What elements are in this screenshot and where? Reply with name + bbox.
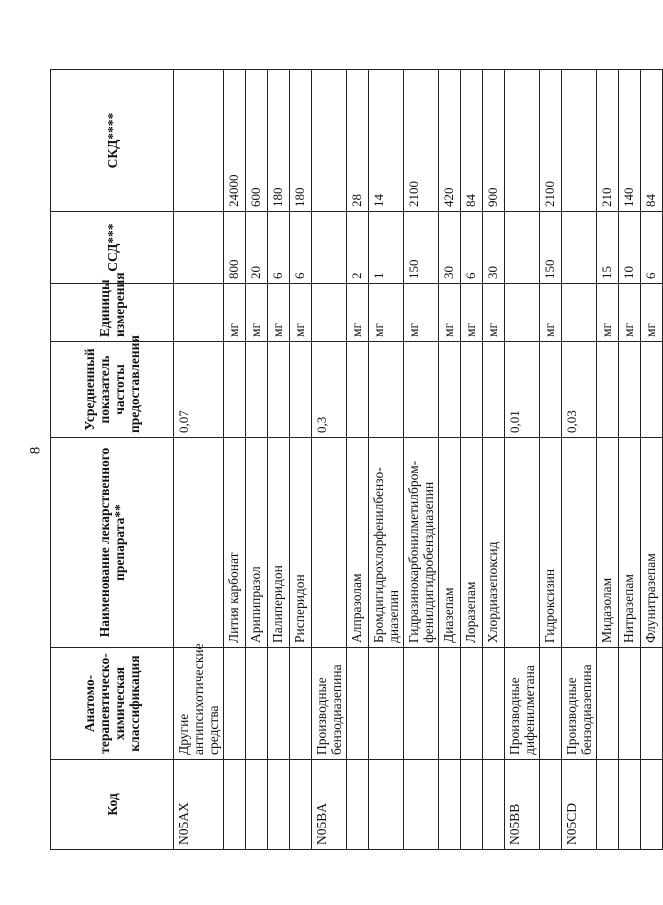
cell-drug: Алпразолам — [347, 438, 369, 648]
header-code: Код — [51, 760, 174, 850]
cell-code — [439, 760, 461, 850]
table-row — [312, 70, 347, 850]
cell-code — [461, 760, 483, 850]
cell-code — [268, 760, 290, 850]
cell-unit — [174, 284, 224, 342]
cell-skd: 84 — [641, 70, 663, 212]
cell-skd: 420 — [439, 70, 461, 212]
cell-skd: 180 — [290, 70, 312, 212]
cell-atc: Производные дифенилметана — [505, 648, 540, 760]
cell-drug: Хлордиазепоксид — [483, 438, 505, 648]
cell-skd — [174, 70, 224, 212]
cell-freq — [268, 342, 290, 438]
cell-atc — [404, 648, 439, 760]
cell-skd: 14 — [369, 70, 404, 212]
table-row — [224, 70, 246, 850]
cell-ssd: 15 — [597, 212, 619, 284]
cell-drug: Флунитразепам — [641, 438, 663, 648]
cell-code — [619, 760, 641, 850]
cell-freq: 0,3 — [312, 342, 347, 438]
cell-skd: 600 — [246, 70, 268, 212]
cell-unit: мг — [540, 284, 562, 342]
cell-drug: Нитразепам — [619, 438, 641, 648]
cell-code — [246, 760, 268, 850]
cell-ssd: 6 — [290, 212, 312, 284]
cell-freq — [246, 342, 268, 438]
cell-freq — [439, 342, 461, 438]
cell-code — [597, 760, 619, 850]
cell-atc: Другие антипсихотические средства — [174, 648, 224, 760]
cell-ssd — [505, 212, 540, 284]
table-row — [404, 70, 439, 850]
cell-drug — [312, 438, 347, 648]
cell-freq — [483, 342, 505, 438]
cell-ssd: 20 — [246, 212, 268, 284]
header-row — [51, 70, 174, 850]
header-atc: Анатомо-терапевтическо-химическая классификация — [51, 648, 174, 760]
cell-freq: 0,01 — [505, 342, 540, 438]
cell-code: N05BA — [312, 760, 347, 850]
cell-unit: мг — [246, 284, 268, 342]
cell-ssd: 2 — [347, 212, 369, 284]
cell-freq — [619, 342, 641, 438]
cell-atc — [290, 648, 312, 760]
table-row — [174, 70, 224, 850]
table-row — [505, 70, 540, 850]
cell-code: N05CD — [562, 760, 597, 850]
table-row — [439, 70, 461, 850]
cell-unit: мг — [347, 284, 369, 342]
cell-atc — [540, 648, 562, 760]
cell-code — [540, 760, 562, 850]
cell-ssd: 6 — [268, 212, 290, 284]
cell-atc — [369, 648, 404, 760]
cell-freq — [369, 342, 404, 438]
cell-drug: Арипипразол — [246, 438, 268, 648]
cell-skd — [562, 70, 597, 212]
cell-ssd: 6 — [641, 212, 663, 284]
header-skd: СКД**** — [51, 70, 174, 212]
table-row — [597, 70, 619, 850]
table-row — [369, 70, 404, 850]
header-unit: Единицы измерения — [51, 284, 174, 342]
cell-drug: Бромдигидрохлорфенилбензо-диазепин — [369, 438, 404, 648]
cell-ssd — [312, 212, 347, 284]
cell-freq — [461, 342, 483, 438]
cell-freq — [347, 342, 369, 438]
cell-drug — [174, 438, 224, 648]
cell-atc — [641, 648, 663, 760]
cell-atc — [483, 648, 505, 760]
cell-atc — [597, 648, 619, 760]
cell-drug — [505, 438, 540, 648]
cell-freq — [290, 342, 312, 438]
cell-freq — [540, 342, 562, 438]
cell-drug: Диазепам — [439, 438, 461, 648]
cell-atc — [268, 648, 290, 760]
cell-skd: 84 — [461, 70, 483, 212]
cell-unit: мг — [268, 284, 290, 342]
cell-code — [347, 760, 369, 850]
cell-unit: мг — [641, 284, 663, 342]
cell-unit: мг — [404, 284, 439, 342]
table-row — [483, 70, 505, 850]
cell-atc — [246, 648, 268, 760]
cell-skd: 24000 — [224, 70, 246, 212]
cell-code — [483, 760, 505, 850]
cell-drug: Гидроксизин — [540, 438, 562, 648]
cell-ssd: 30 — [483, 212, 505, 284]
cell-unit: мг — [369, 284, 404, 342]
cell-drug: Рисперидон — [290, 438, 312, 648]
cell-skd: 140 — [619, 70, 641, 212]
cell-unit: мг — [597, 284, 619, 342]
cell-code — [404, 760, 439, 850]
table-row — [619, 70, 641, 850]
cell-skd: 900 — [483, 70, 505, 212]
cell-ssd: 6 — [461, 212, 483, 284]
cell-freq — [641, 342, 663, 438]
cell-code: N05BB — [505, 760, 540, 850]
cell-drug: Лития карбонат — [224, 438, 246, 648]
cell-atc — [347, 648, 369, 760]
cell-code — [290, 760, 312, 850]
cell-skd: 28 — [347, 70, 369, 212]
cell-unit — [562, 284, 597, 342]
cell-drug: Лоразепам — [461, 438, 483, 648]
cell-atc: Производные бензодиазепина — [312, 648, 347, 760]
cell-skd: 2100 — [404, 70, 439, 212]
cell-code — [224, 760, 246, 850]
cell-skd: 180 — [268, 70, 290, 212]
cell-freq: 0,07 — [174, 342, 224, 438]
header-drug: Наименование лекарственного препарата** — [51, 438, 174, 648]
cell-drug: Палиперидон — [268, 438, 290, 648]
cell-atc — [619, 648, 641, 760]
cell-skd — [312, 70, 347, 212]
header-frequency: Усредненный показатель частоты предоставления — [51, 342, 174, 438]
cell-freq — [404, 342, 439, 438]
cell-drug: Мидазолам — [597, 438, 619, 648]
cell-skd: 210 — [597, 70, 619, 212]
cell-unit: мг — [461, 284, 483, 342]
cell-code: N05AX — [174, 760, 224, 850]
cell-unit: мг — [439, 284, 461, 342]
cell-freq — [597, 342, 619, 438]
cell-ssd: 800 — [224, 212, 246, 284]
cell-skd — [505, 70, 540, 212]
cell-skd: 2100 — [540, 70, 562, 212]
cell-ssd: 10 — [619, 212, 641, 284]
cell-ssd — [174, 212, 224, 284]
cell-ssd — [562, 212, 597, 284]
table-row — [347, 70, 369, 850]
cell-ssd: 1 — [369, 212, 404, 284]
cell-ssd: 150 — [404, 212, 439, 284]
table-row — [461, 70, 483, 850]
cell-drug: Гидразинокарбонилметилбром-фенилдигидробенздиазепин — [404, 438, 439, 648]
cell-unit: мг — [619, 284, 641, 342]
page-number: 8 — [27, 446, 44, 455]
drug-table — [50, 69, 663, 850]
cell-drug — [562, 438, 597, 648]
cell-unit: мг — [290, 284, 312, 342]
cell-atc — [439, 648, 461, 760]
header-ssd: ССД*** — [51, 212, 174, 284]
cell-atc — [461, 648, 483, 760]
cell-unit: мг — [483, 284, 505, 342]
cell-atc — [224, 648, 246, 760]
cell-ssd: 30 — [439, 212, 461, 284]
cell-ssd: 150 — [540, 212, 562, 284]
cell-unit: мг — [224, 284, 246, 342]
table-row — [268, 70, 290, 850]
cell-atc: Производные бензодиазепина — [562, 648, 597, 760]
cell-freq: 0,03 — [562, 342, 597, 438]
table-row — [562, 70, 597, 850]
cell-freq — [224, 342, 246, 438]
cell-unit — [312, 284, 347, 342]
cell-unit — [505, 284, 540, 342]
table-row — [290, 70, 312, 850]
cell-code — [641, 760, 663, 850]
rotated-table-container — [50, 70, 658, 850]
table-row — [246, 70, 268, 850]
table-row — [540, 70, 562, 850]
cell-code — [369, 760, 404, 850]
table-row — [641, 70, 663, 850]
